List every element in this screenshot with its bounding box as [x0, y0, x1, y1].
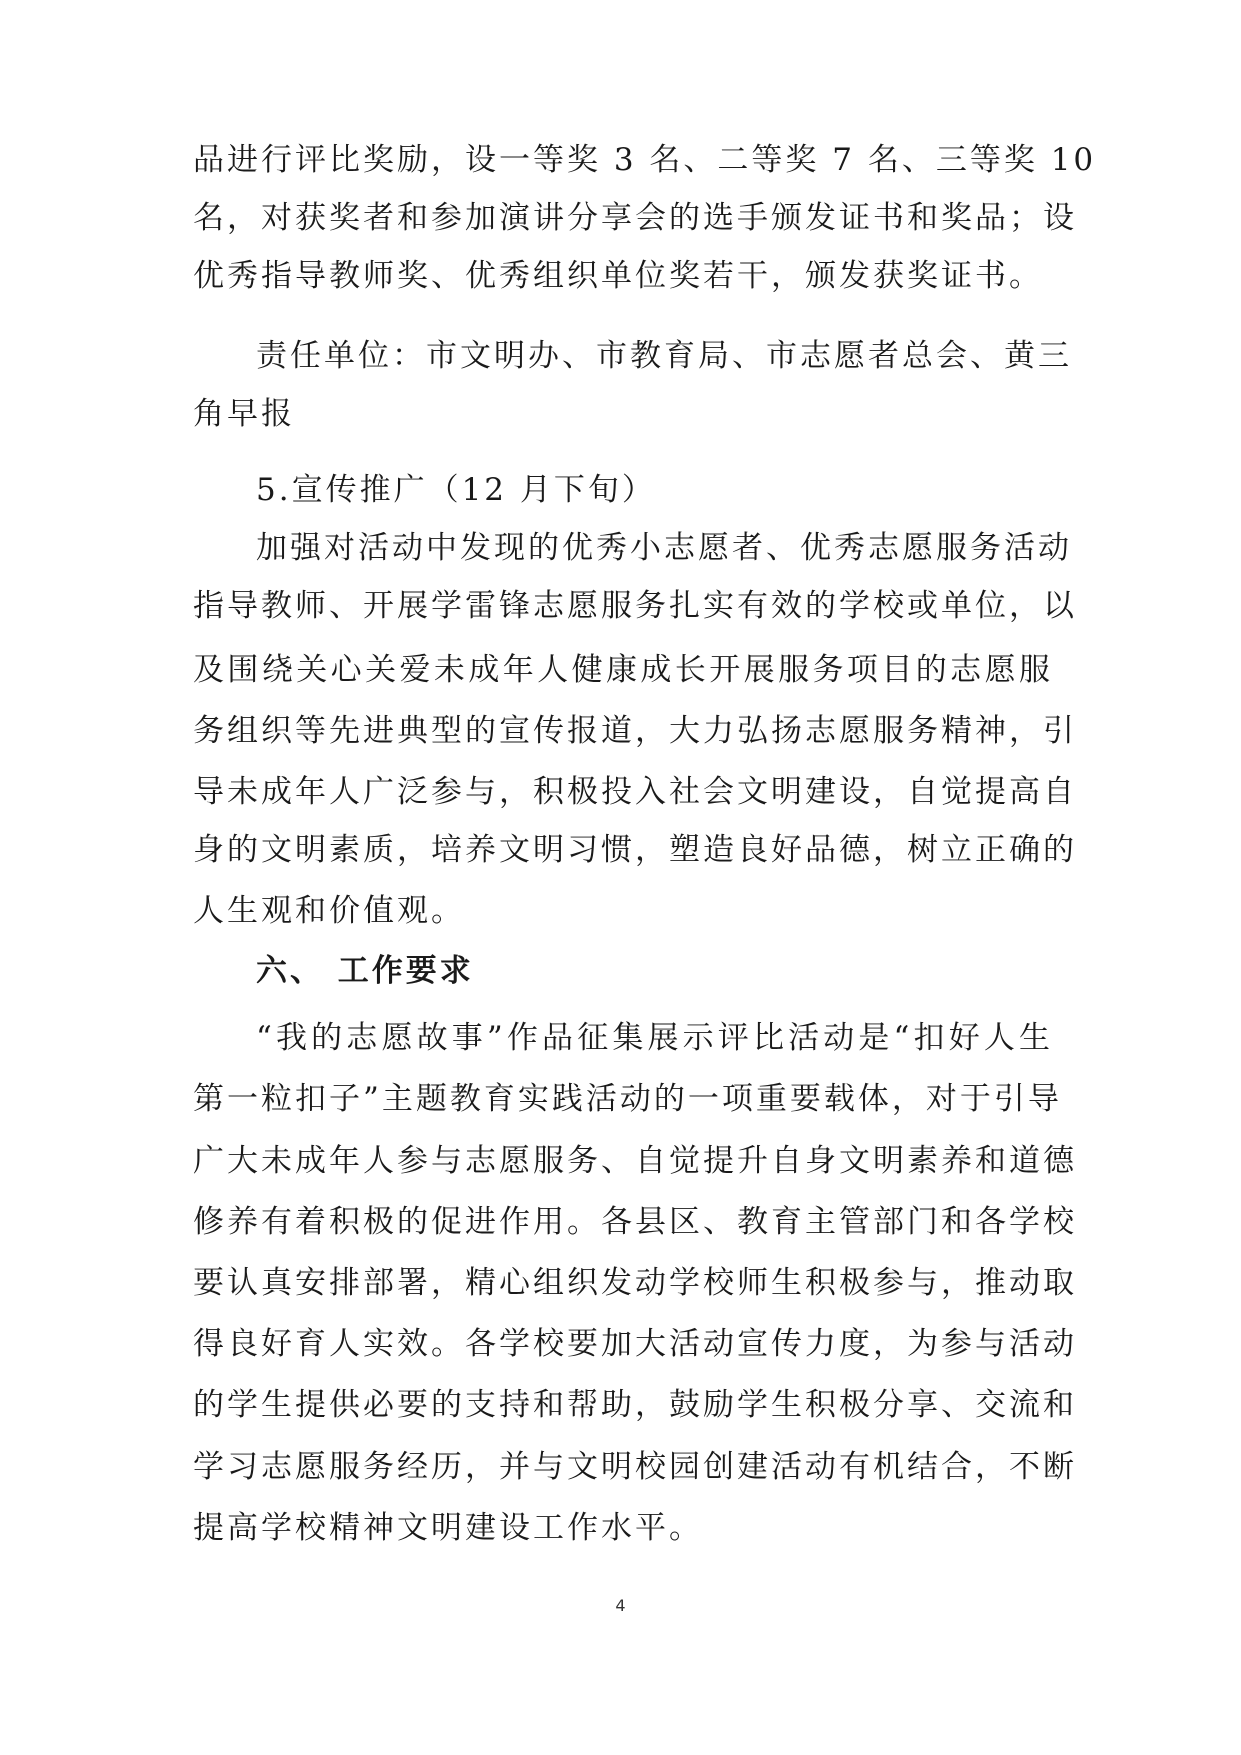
text-line: 优秀指导教师奖、优秀组织单位奖若干，颁发获奖证书。	[193, 258, 1043, 294]
text-line: 务组织等先进典型的宣传报道，大力弘扬志愿服务精神，引	[193, 713, 1077, 749]
text-line: 责任单位：市文明办、市教育局、市志愿者总会、黄三	[256, 338, 1072, 374]
text-line: 及围绕关心关爱未成年人健康成长开展服务项目的志愿服	[193, 652, 1053, 688]
section-heading: 六、 工作要求	[256, 953, 474, 989]
text-line: 要认真安排部署，精心组织发动学校师生积极参与，推动取	[193, 1265, 1077, 1301]
text-line: 得良好育人实效。各学校要加大活动宣传力度，为参与活动	[193, 1326, 1077, 1362]
text-line: 角早报	[193, 396, 295, 432]
text-line: 修养有着积极的促进作用。各县区、教育主管部门和各学校	[193, 1204, 1077, 1240]
text-line: 学习志愿服务经历，并与文明校园创建活动有机结合，不断	[193, 1449, 1077, 1485]
text-line: 名，对获奖者和参加演讲分享会的选手颁发证书和奖品；设	[193, 200, 1077, 236]
text-line: 第一粒扣子”主题教育实践活动的一项重要载体，对于引导	[193, 1081, 1062, 1117]
section-subheading: 5.宣传推广（12 月下旬）	[256, 472, 656, 508]
page-number: 4	[615, 1596, 626, 1615]
text-line: 的学生提供必要的支持和帮助，鼓励学生积极分享、交流和	[193, 1387, 1077, 1423]
text-line: 导未成年人广泛参与，积极投入社会文明建设，自觉提高自	[193, 774, 1077, 810]
text-line: 提高学校精神文明建设工作水平。	[193, 1510, 703, 1546]
text-line: 广大未成年人参与志愿服务、自觉提升自身文明素养和道德	[193, 1143, 1077, 1179]
text-line: 身的文明素质，培养文明习惯，塑造良好品德，树立正确的	[193, 832, 1077, 868]
text-line: 指导教师、开展学雷锋志愿服务扎实有效的学校或单位，以	[193, 588, 1077, 624]
text-line: “我的志愿故事”作品征集展示评比活动是“扣好人生	[256, 1020, 1053, 1056]
text-line: 人生观和价值观。	[193, 893, 465, 929]
text-line: 品进行评比奖励，设一等奖 3 名、二等奖 7 名、三等奖 10	[193, 142, 1097, 178]
text-line: 加强对活动中发现的优秀小志愿者、优秀志愿服务活动	[256, 530, 1072, 566]
